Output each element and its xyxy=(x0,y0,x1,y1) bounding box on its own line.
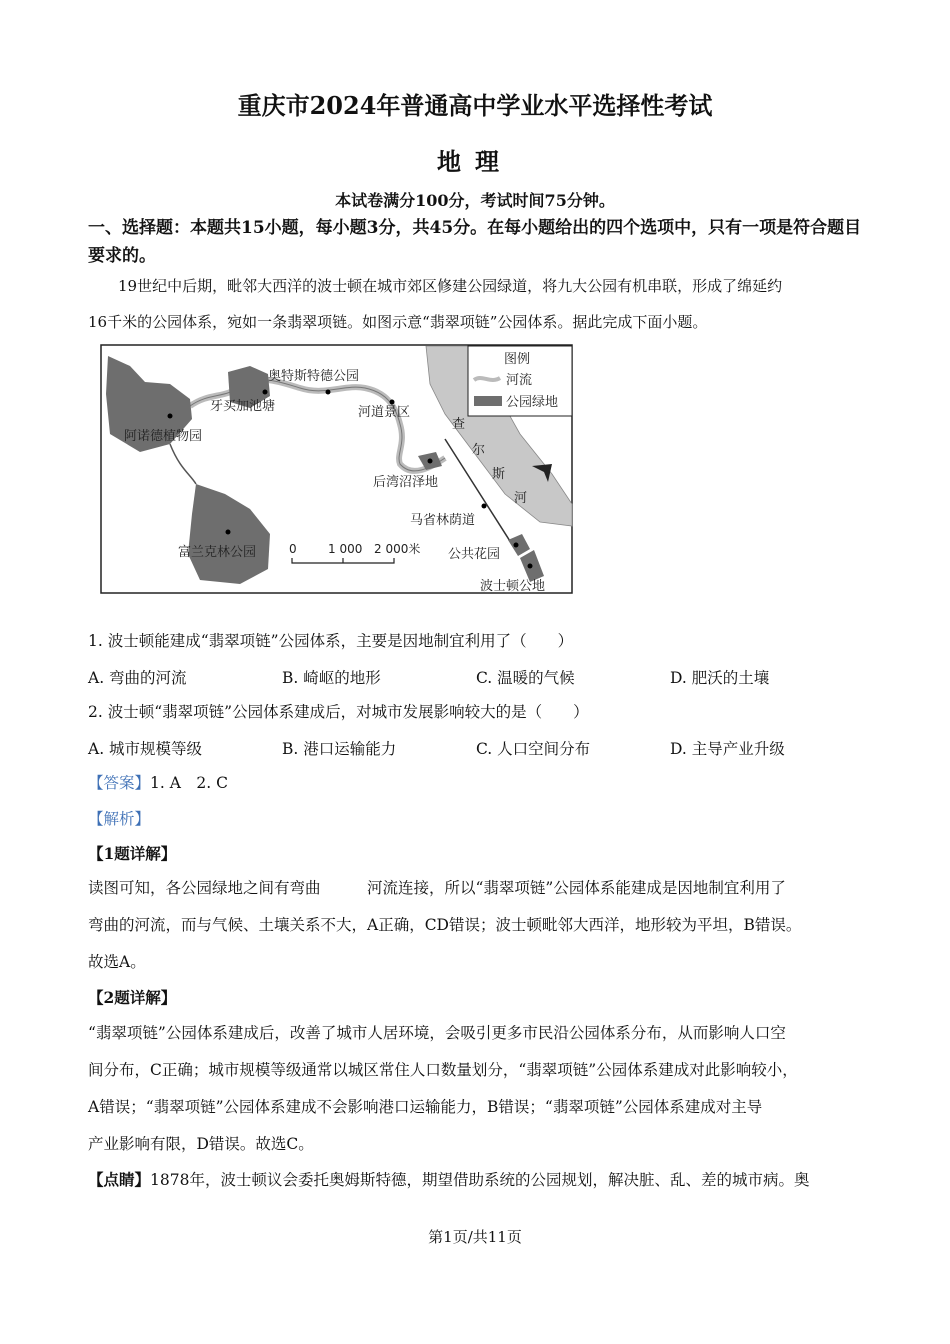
detail-1-line-3: 故选A。 xyxy=(88,953,146,971)
legend-river: 河流 xyxy=(506,373,533,388)
dot-jamaica xyxy=(263,390,268,395)
dot-commonwealth xyxy=(482,504,487,509)
analysis-tag: 【解析】 xyxy=(88,810,151,828)
detail-2-heading: 【2题详解】 xyxy=(88,988,177,1007)
tip-tag: 【点睛】 xyxy=(88,1170,151,1189)
q2-option-d[interactable]: D. 主导产业升级 xyxy=(670,740,785,758)
q1-option-a[interactable]: A. 弯曲的河流 xyxy=(88,669,187,687)
exam-note: 本试卷满分100分，考试时间75分钟。 xyxy=(335,191,615,210)
answer-text: 1. A 2. C xyxy=(150,774,229,792)
q2-option-c[interactable]: C. 人口空间分布 xyxy=(476,740,591,758)
section-heading: 一、选择题：本题共15小题，每小题3分，共45分。在每小题给出的四个选项中，只有一项是符合题目要求的。 xyxy=(88,218,862,266)
q2-option-a[interactable]: A. 城市规模等级 xyxy=(88,740,203,758)
answer-line xyxy=(88,772,228,794)
page-footer: 第1页/共11页 xyxy=(428,1228,522,1246)
q1-option-d[interactable]: D. 肥沃的土壤 xyxy=(670,669,770,687)
answer-tag: 【答案】 xyxy=(88,774,151,792)
label-charles-3: 斯 xyxy=(492,467,506,482)
detail-1-heading: 【1题详解】 xyxy=(88,844,177,863)
dot-riverway xyxy=(390,400,395,405)
question-1-stem: 1. 波士顿能建成“翡翠项链”公园体系，主要是因地制宜利用了（ ） xyxy=(88,632,574,650)
legend-park-icon xyxy=(474,396,502,406)
label-charles-2: 尔 xyxy=(472,443,486,458)
label-charles-1: 查 xyxy=(452,417,466,432)
legend-title: 图例 xyxy=(504,352,531,367)
label-public-garden: 公共花园 xyxy=(448,547,501,562)
dot-public-garden xyxy=(514,543,519,548)
detail-2-line-2: 间分布，C正确；城市规模等级通常以城区常住人口数量划分，“翡翠项链”公园体系建成对此影响较小， xyxy=(88,1061,798,1079)
detail-2-line-4: 产业影响有限，D错误。故选C。 xyxy=(88,1135,314,1153)
emerald-necklace-map xyxy=(100,344,574,595)
label-commonwealth: 马省林荫道 xyxy=(410,513,476,528)
detail-2-line-3: A错误；“翡翠项链”公园体系建成不会影响港口运输能力，B错误；“翡翠项链”公园体系建成对主导 xyxy=(88,1098,763,1116)
tip-text: 1878年，波士顿议会委托奥姆斯特德，期望借助系统的公园规划，解决脏、乱、差的城市病。奥 xyxy=(150,1171,810,1189)
label-common: 波士顿公地 xyxy=(480,579,546,594)
detail-1-line-2: 弯曲的河流，而与气候、土壤关系不大，A正确，CD错误；波士顿毗邻大西洋，地形较为平坦，B错误。 xyxy=(88,916,802,934)
label-olmsted: 奥特斯特德公园 xyxy=(268,369,360,384)
dot-olmsted xyxy=(326,390,331,395)
label-back-bay: 后湾沼泽地 xyxy=(373,475,439,490)
scale-0: 0 xyxy=(289,542,297,556)
dot-common xyxy=(528,564,533,569)
legend-river-icon xyxy=(474,378,500,380)
tip-line xyxy=(88,1169,809,1191)
stem-line-1: 19世纪中后期，毗邻大西洋的波士顿在城市郊区修建公园绿道，将九大公园有机串联，形成了绵延约 xyxy=(118,277,783,295)
scale-1000: 1 000 xyxy=(328,542,363,556)
label-jamaica-pond: 牙买加池塘 xyxy=(210,399,276,414)
q1-option-c[interactable]: C. 温暖的气候 xyxy=(476,669,575,687)
stem-line-2: 16千米的公园体系，宛如一条翡翠项链。如图示意“翡翠项链”公园体系。据此完成下面小题。 xyxy=(88,313,708,331)
dot-arnold xyxy=(168,414,173,419)
dot-back-bay xyxy=(428,459,433,464)
question-2-stem: 2. 波士顿“翡翠项链”公园体系建成后，对城市发展影响较大的是（ ） xyxy=(88,703,589,721)
detail-1-line-1: 读图可知，各公园绿地之间有弯曲 河流连接，所以“翡翠项链”公园体系能建成是因地制宜利用了 xyxy=(88,879,786,897)
label-riverway: 河道景区 xyxy=(358,405,411,420)
detail-2-line-1: “翡翠项链”公园体系建成后，改善了城市人居环境，会吸引更多市民沿公园体系分布，从而影响人口空 xyxy=(88,1024,786,1042)
scale-2000: 2 000米 xyxy=(374,542,421,556)
q1-option-b[interactable]: B. 崎岖的地形 xyxy=(282,669,381,687)
label-arnold: 阿诺德植物园 xyxy=(124,429,203,444)
label-charles-4: 河 xyxy=(514,491,528,506)
q2-option-b[interactable]: B. 港口运输能力 xyxy=(282,740,397,758)
dot-franklin xyxy=(226,530,231,535)
label-franklin: 富兰克林公园 xyxy=(178,545,257,560)
exam-title: 重庆市2024年普通高中学业水平选择性考试 xyxy=(237,91,713,120)
legend-park: 公园绿地 xyxy=(506,395,559,410)
subject-title: 地理 xyxy=(437,147,513,176)
